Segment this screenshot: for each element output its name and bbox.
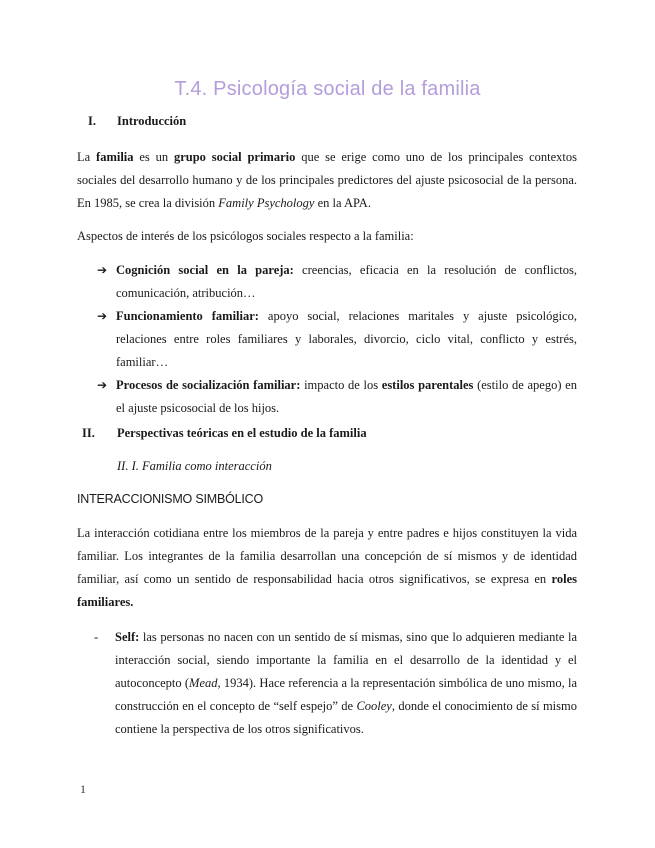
dash-bullet: - [94, 630, 99, 644]
arrow-bullet-icon: ➔ [97, 263, 108, 277]
bullet-item: ➔ Procesos de socialización familiar: impacto de los estilos parentales (estilo de apego) en el ajuste psicosocial de los hijos. [97, 374, 577, 420]
section-2-number: II. [82, 426, 95, 440]
page-title: T.4. Psicología social de la familia [174, 78, 481, 100]
section-1-title: Introducción [117, 114, 187, 128]
bullet-item: ➔ Funcionamiento familiar: apoyo social, relaciones maritales y ajuste psicológico, relaciones entre roles familiares y laborales, divorcio, ciclo vital, conflicto y estrés, familiar… [97, 305, 577, 374]
caps-heading: INTERACCIONISMO SIMBÓLICO [77, 492, 263, 506]
aspects-paragraph: Aspectos de interés de los psicólogos sociales respecto a la familia: [77, 229, 414, 243]
interaction-paragraph: La interacción cotidiana entre los miembros de la pareja y entre padres e hijos constituyen la vida familiar. Los integrantes de la familia desarrollan una concepción de sí mismos y de identidad familiar, así como un sentido de responsabilidad hacia otros significativos, se expresa en roles familiares. [77, 526, 577, 609]
arrow-bullet-icon: ➔ [97, 378, 108, 392]
arrow-bullet-icon: ➔ [97, 309, 108, 323]
section-1-number: I. [88, 114, 96, 128]
subsection-title: II. I. Familia como interacción [117, 459, 272, 473]
intro-paragraph: La familia es un grupo social primario que se erige como uno de los principales contextos sociales del desarrollo humano y de los principales predictores del ajuste psicosocial de la persona. En 1985, se crea la división Family Psychology en la APA. [77, 150, 578, 210]
section-2-title: Perspectivas teóricas en el estudio de la familia [117, 426, 367, 440]
bullet-item: ➔ Cognición social en la pareja: creencias, eficacia en la resolución de conflictos, comunicación, atribución… [97, 259, 577, 305]
dash-item: - Self: las personas no nacen con un sentido de sí mismas, sino que lo adquieren mediante la interacción social, siendo importante la familia en el desarrollo de la identidad y el autoconcepto (Mead, 1934). Hace referencia a la representación simbólica de uno mismo, la construcción en el concepto de “self espejo” de Cooley, donde el conocimiento de sí mismo contiene la perspectiva de los otros significativos. [94, 626, 577, 741]
page-number: 1 [80, 782, 86, 796]
